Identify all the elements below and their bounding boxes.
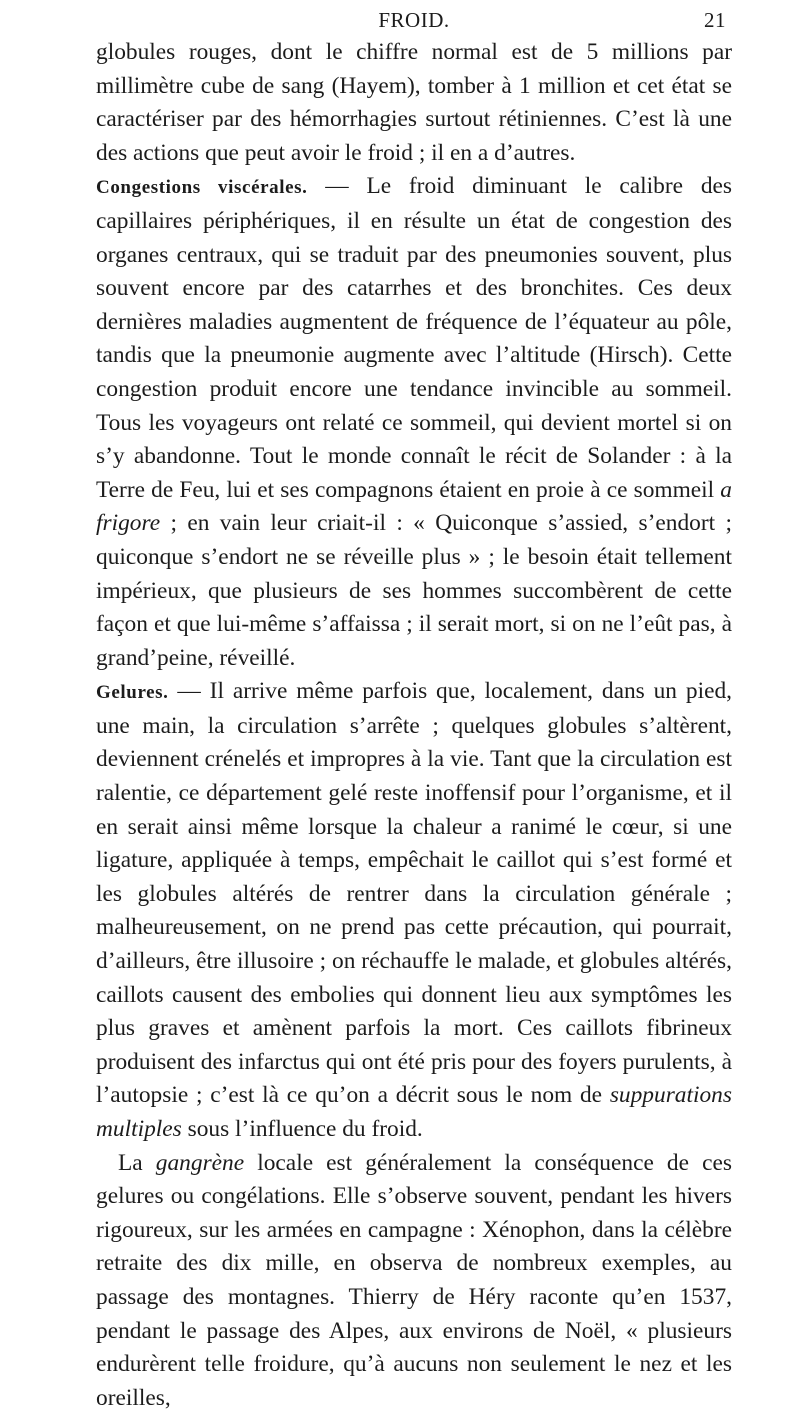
paragraph-text: La xyxy=(118,1149,156,1176)
paragraph-hemorrhage xyxy=(96,36,732,170)
paragraph-text: globules rouges, dont le chiffre normal est de 5 millions par millimètre cube de sang (Hayem), tomber à 1 million et cet état se caractériser par des hémorrhagies surtout rétiniennes. C’est là une des actions que peut avoir le froid ; il en a d’autres. xyxy=(96,39,732,166)
running-title: FROID. xyxy=(378,8,450,32)
page-number: 21 xyxy=(704,8,726,32)
body-text xyxy=(96,36,732,1415)
italic-term: a frigore xyxy=(96,476,732,537)
paragraph-text: ; en vain leur criait-il : « Quiconque s’assied, s’endort ; quiconque s’endort ne se réveille plus » ; le besoin était tellement impérieux, que plusieurs de ses hommes succombèrent de cette façon et que lui-même s’affaissa ; il serait mort, si on ne l’eût pas, à grand’peine, réveillé. xyxy=(96,510,732,671)
paragraph-frostbite xyxy=(96,675,732,1146)
running-head xyxy=(96,6,732,36)
paragraph-text: sous l’influence du froid. xyxy=(181,1116,423,1142)
paragraph-visceral-congestions xyxy=(96,170,732,675)
section-heading-congestions: Congestions viscérales. xyxy=(96,177,308,199)
paragraph-text: — Le froid diminuant le calibre des capillaires périphériques, il en résulte un état de congestion des organes centraux, qui se traduit par des pneumonies souvent, plus souvent encore par des catarrhes et des bronchites. Ces deux dernières maladies augmentent de fréquence de l’équateur au pôle, tandis que la pneumonie augmente avec l’altitude (Hirsch). Cette congestion produit encore une tendance invincible au sommeil. Tous les voyageurs ont relaté ce sommeil, qui devient mortel si on s’y abandonne. Tout le monde connaît le récit de Solander : à la Terre de Feu, lui et ses compagnons étaient en proie à ce sommeil xyxy=(96,173,732,503)
paragraph-gangrene xyxy=(96,1147,732,1415)
italic-term: suppurations multiples xyxy=(96,1082,732,1142)
italic-term: gangrène xyxy=(155,1149,245,1176)
paragraph-text: locale est généralement la conséquence de ces gelures ou congélations. Elle s’observe souvent, pendant les hivers rigoureux, sur les armées en campagne : Xénophon, dans la célèbre retraite des dix mille, en observa de nombreux exemples, au passage des montagnes. Thierry de Héry raconte qu’en 1537, pendant le passage des Alpes, aux environs de Noël, « plusieurs endurèrent telle froidure, qu’à aucuns non seulement le nez et les oreilles, xyxy=(96,1149,732,1411)
paragraph-text: — Il arrive même parfois que, localement, dans un pied, une main, la circulation s’arrête ; quelques globules s’altèrent, deviennent crénelés et impropres à la vie. Tant que la circulation est ralentie, ce département gelé reste inoffensif pour l’organisme, et il en serait ainsi même lorsque la chaleur a ranimé le cœur, si une ligature, appliquée à temps, empêchait le caillot qui s’est formé et les globules altérés de rentrer dans la circulation générale ; malheureusement, on ne prend pas cette précaution, qui pourrait, d’ailleurs, être illusoire ; on réchauffe le malade, et globules altérés, caillots causent des embolies qui donnent lieu aux symptômes les plus graves et amènent parfois la mort. Ces caillots fibrineux produisent des infarctus qui ont été pris pour des foyers purulents, à l’autopsie ; c’est là ce qu’on a décrit sous le nom de xyxy=(96,678,732,1109)
section-heading-gelures: Gelures. xyxy=(96,682,169,704)
